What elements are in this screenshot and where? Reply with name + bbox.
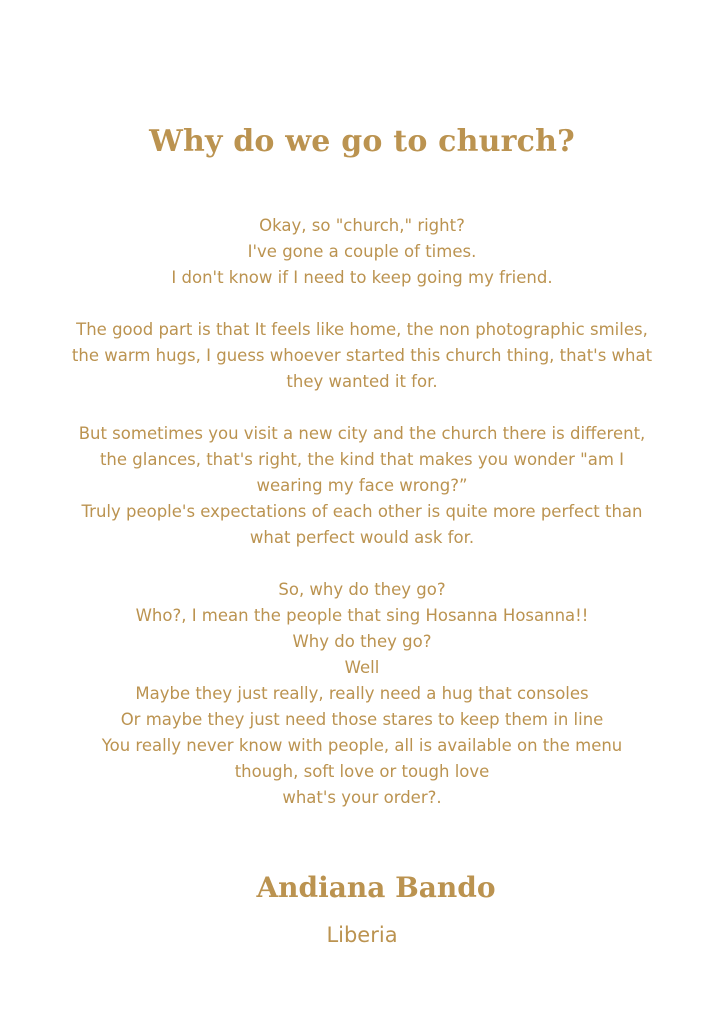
poem-line: Well [344, 658, 380, 677]
poem-line: what perfect would ask for. [249, 528, 475, 547]
poem-line: Why do they go? [292, 632, 432, 651]
poem-line: Okay, so "church," right? [259, 216, 465, 235]
poem-line: You really never know with people, all is available on the menu [101, 736, 623, 755]
stanza-break [0, 551, 724, 577]
poem-line: they wanted it for. [286, 372, 438, 391]
poem-line: Or maybe they just need those stares to keep them in line [120, 710, 604, 729]
poem-body [0, 213, 724, 811]
stanza-break [0, 395, 724, 421]
poem-line: Truly people's expectations of each other is quite more perfect than [81, 502, 643, 521]
author-name: Andiana Bando [256, 871, 496, 904]
poem-line: I don't know if I need to keep going my friend. [171, 268, 553, 287]
stanza [0, 421, 724, 551]
stanza-break [0, 291, 724, 317]
poem-line: So, why do they go? [278, 580, 446, 599]
poem-line: Maybe they just really, really need a hug that consoles [135, 684, 589, 703]
poem-line: But sometimes you visit a new city and the church there is different, [78, 424, 646, 443]
author-location: Liberia [326, 923, 398, 947]
poem-title: Why do we go to church? [149, 124, 575, 159]
poem-line: what's your order?. [282, 788, 442, 807]
stanza [0, 317, 724, 395]
poem-line: though, soft love or tough love [234, 762, 490, 781]
poem-line: I've gone a couple of times. [247, 242, 477, 261]
poem-line: Who?, I mean the people that sing Hosanna Hosanna!! [135, 606, 589, 625]
stanza [0, 213, 724, 291]
poem-line: wearing my face wrong?” [256, 476, 468, 495]
poem-line: the glances, that's right, the kind that makes you wonder "am I [99, 450, 625, 469]
poem-line: the warm hugs, I guess whoever started this church thing, that's what [71, 346, 653, 365]
poem-line: The good part is that It feels like home, the non photographic smiles, [76, 320, 648, 339]
stanza [0, 577, 724, 811]
